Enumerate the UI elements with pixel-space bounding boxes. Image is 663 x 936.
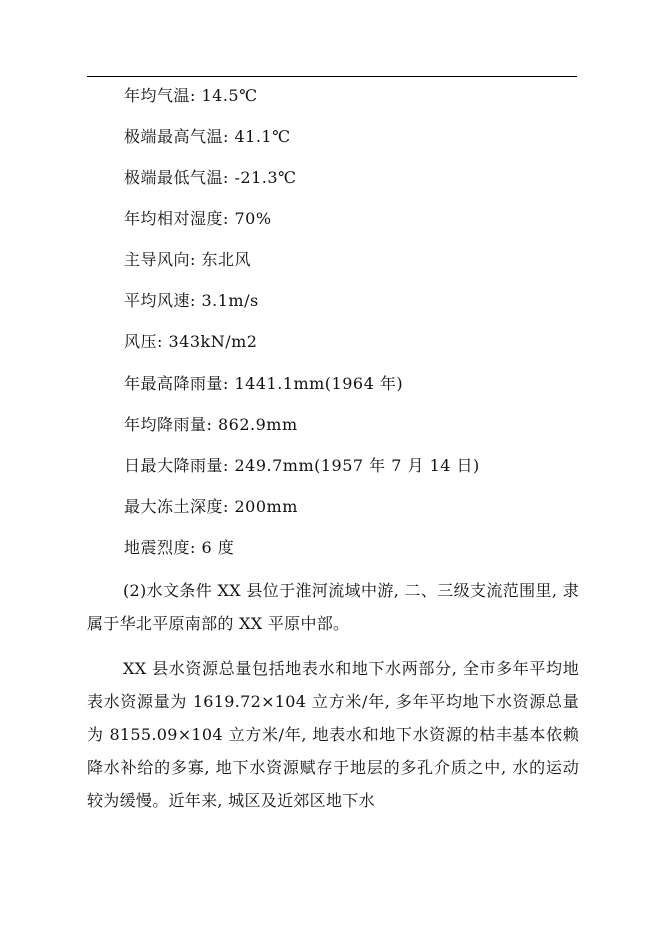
hydrology-paragraph-2: XX 县水资源总量包括地表水和地下水两部分, 全市多年平均地表水资源量为 1619.72×104 立方米/年, 多年平均地下水资源总量为 8155.09×104 立方米/年, 地表水和地下水资源的枯丰基本依赖降水补给的多寡, 地下水资源赋存于地层的多孔介质之中, 水的运动较为缓慢。近年来, 城区及近郊区地下水: [87, 659, 579, 810]
climate-line-wind-speed: 平均风速: 3.1m/s: [124, 291, 259, 310]
climate-line-avg-rain: 年均降雨量: 862.9mm: [124, 415, 298, 434]
hydrology-paragraph-1: (2)水文条件 XX 县位于淮河流域中游, 二、三级支流范围里, 隶属于华北平原南部的 XX 平原中部。: [87, 581, 579, 633]
header-rule: [87, 76, 577, 77]
climate-line-max-rain-year: 年最高降雨量: 1441.1mm(1964 年): [124, 374, 404, 393]
climate-line-frost-depth: 最大冻土深度: 200mm: [124, 497, 298, 516]
climate-line-seismic: 地震烈度: 6 度: [124, 538, 235, 557]
climate-line-max-temp: 极端最高气温: 41.1℃: [124, 127, 291, 146]
climate-line-min-temp: 极端最低气温: -21.3℃: [124, 168, 297, 187]
climate-line-humidity: 年均相对湿度: 70%: [124, 209, 272, 228]
climate-line-wind-dir: 主导风向: 东北风: [124, 250, 251, 269]
climate-line-max-rain-day: 日最大降雨量: 249.7mm(1957 年 7 月 14 日): [124, 456, 480, 475]
climate-line-avg-temp: 年均气温: 14.5℃: [124, 86, 258, 105]
climate-line-wind-pressure: 风压: 343kN/m2: [124, 332, 258, 351]
